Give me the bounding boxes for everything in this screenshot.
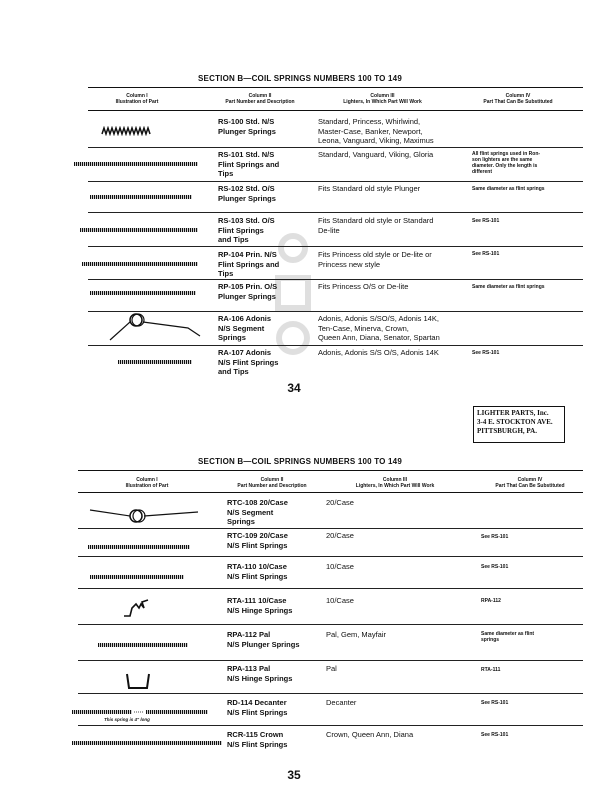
column-header-title: Column I xyxy=(136,477,158,483)
lighters-text: Fits Princess O/S or De-lite xyxy=(318,282,409,291)
row-divider xyxy=(88,212,583,213)
column-header-subtitle: Part That Can Be Substituted xyxy=(495,483,565,489)
column-header-1 xyxy=(92,477,202,489)
part-number: RTA-111 10/Case N/S Hinge Springs xyxy=(227,596,293,615)
row-divider xyxy=(88,246,583,247)
substitute-text: See RS-101 xyxy=(481,700,509,706)
lighters-text: 10/Case xyxy=(326,562,354,571)
flint-spring-icon xyxy=(118,359,192,365)
lighters-text: 10/Case xyxy=(326,596,354,605)
substitute-text: RPA-112 xyxy=(481,598,501,604)
row-divider xyxy=(88,279,583,280)
part-number: RPA-113 Pal N/S Hinge Springs xyxy=(227,664,293,683)
part-number: RA-107 Adonis N/S Flint Springs and Tips xyxy=(218,348,279,376)
substitute-text: All flint springs used in Ron- son lighters are the same diameter. Only the length is different xyxy=(472,151,541,175)
plunger-spring-icon xyxy=(100,126,152,136)
column-header-title: Column II xyxy=(248,93,272,99)
lighters-text: Standard, Princess, Whirlwind, Master-Case, Banker, Newport, Leona, Vanguard, Viking, Maximus xyxy=(318,117,434,145)
column-header-title: Column IV xyxy=(517,477,543,483)
row-divider xyxy=(78,725,583,726)
lighters-text: Adonis, Adonis S/S O/S, Adonis 14K xyxy=(318,348,439,357)
lighters-text: Standard, Vanguard, Viking, Gloria xyxy=(318,150,434,159)
plunger-spring-icon xyxy=(90,194,192,200)
spring-note: This spring is 4" long xyxy=(104,717,150,722)
substitute-text: Same diameter as flint springs xyxy=(472,284,545,290)
stamp-line: 3-4 E. STOCKTON AVE. xyxy=(477,418,553,426)
part-number: RTA-110 10/Case N/S Flint Springs xyxy=(227,562,288,581)
flint-spring-icon xyxy=(90,574,184,580)
lighters-text: Decanter xyxy=(326,698,357,707)
lighters-text: Crown, Queen Ann, Diana xyxy=(326,730,414,739)
segment-spring-icon xyxy=(108,312,204,342)
flint-spring-icon xyxy=(72,709,208,715)
column-header-4 xyxy=(475,477,585,489)
flint-spring-icon xyxy=(72,740,222,746)
part-number: RS-101 Std. N/S Flint Springs and Tips xyxy=(218,150,280,178)
substitute-text: RTA-111 xyxy=(481,667,501,673)
flint-spring-icon xyxy=(88,544,190,550)
column-header-subtitle: Part That Can Be Substituted xyxy=(483,99,553,105)
substitute-text: See RS-101 xyxy=(472,251,500,257)
column-header-title: Column II xyxy=(260,477,284,483)
flint-spring-icon xyxy=(82,261,198,267)
column-header-2 xyxy=(205,93,315,105)
column-header-subtitle: Part Number and Description xyxy=(237,483,307,489)
header-rule-bottom xyxy=(78,492,583,493)
column-header-subtitle: Part Number and Description xyxy=(225,99,295,105)
plunger-spring-icon xyxy=(90,290,196,296)
part-number: RS-103 Std. O/S Flint Springs and Tips xyxy=(218,216,275,244)
part-number: RP-104 Prin. N/S Flint Springs and Tips xyxy=(218,250,280,278)
column-header-title: Column III xyxy=(382,477,408,483)
flint-spring-icon xyxy=(80,227,198,233)
stamp-line: LIGHTER PARTS, Inc. xyxy=(477,409,549,417)
row-divider xyxy=(78,528,583,529)
row-divider xyxy=(88,345,583,346)
column-header-3 xyxy=(335,477,455,489)
column-header-1 xyxy=(92,93,182,105)
substitute-text: Same diameter as flint springs xyxy=(472,186,545,192)
column-header-subtitle: Illustration of Part xyxy=(115,99,159,105)
part-number: RS-100 Std. N/S Plunger Springs xyxy=(218,117,276,136)
header-rule-bottom xyxy=(88,110,583,111)
lighters-text: Pal, Gem, Mayfair xyxy=(326,630,387,639)
part-number: RPA-112 Pal N/S Plunger Springs xyxy=(227,630,300,649)
part-number: RP-105 Prin. O/S Plunger Springs xyxy=(218,282,278,301)
part-number: RD-114 Decanter N/S Flint Springs xyxy=(227,698,288,717)
part-number: RTC-108 20/Case N/S Segment Springs xyxy=(227,498,288,526)
column-header-title: Column III xyxy=(370,93,395,99)
column-header-2 xyxy=(222,477,322,489)
page-number: 35 xyxy=(287,768,301,782)
lighters-text: Fits Princess old style or De-lite or Princess new style xyxy=(318,250,432,269)
lighters-text: Fits Standard old style or Standard De-lite xyxy=(318,216,434,235)
substitute-text: Same diameter as flint springs xyxy=(481,631,535,643)
substitute-text: See RS-101 xyxy=(481,564,509,570)
column-header-title: Column IV xyxy=(505,93,531,99)
row-divider xyxy=(78,693,583,694)
header-rule-top xyxy=(78,470,583,471)
stamp-line: PITTSBURGH, PA. xyxy=(477,427,537,435)
substitute-text: See RS-101 xyxy=(472,350,500,356)
row-divider xyxy=(88,181,583,182)
lighters-text: Pal xyxy=(326,664,337,673)
segment-spring-icon xyxy=(88,504,204,526)
hinge-spring-icon xyxy=(122,598,152,618)
plunger-spring-icon xyxy=(98,642,188,648)
hinge-spring-icon xyxy=(124,672,152,690)
lighters-text: 20/Case xyxy=(326,498,354,507)
substitute-text: See RS-101 xyxy=(481,534,509,540)
header-rule-top xyxy=(88,87,583,88)
column-header-4 xyxy=(463,93,573,105)
part-number: RCR-115 Crown N/S Flint Springs xyxy=(227,730,288,749)
column-header-subtitle: Illustration of Part xyxy=(125,483,169,489)
column-header-subtitle: Lighters, In Which Part Will Work xyxy=(355,483,435,489)
part-number: RS-102 Std. O/S Plunger Springs xyxy=(218,184,276,203)
row-divider xyxy=(78,556,583,557)
column-header-3 xyxy=(325,93,440,105)
column-header-title: Column I xyxy=(126,93,148,99)
lighters-text: Adonis, Adonis S/SO/S, Adonis 14K, Ten-Case, Minerva, Crown, Queen Ann, Diana, Senator, Spartan xyxy=(318,314,440,342)
section-title: SECTION B—COIL SPRINGS NUMBERS 100 TO 149 xyxy=(198,457,402,466)
page-35 xyxy=(0,398,600,795)
lighters-text: Fits Standard old style Plunger xyxy=(318,184,421,193)
substitute-text: See RS-101 xyxy=(472,218,500,224)
lighters-text: 20/Case xyxy=(326,531,354,540)
row-divider xyxy=(78,588,583,589)
section-title: SECTION B—COIL SPRINGS NUMBERS 100 TO 149 xyxy=(198,74,402,83)
substitute-text: See RS-101 xyxy=(481,732,509,738)
part-number: RA-106 Adonis N/S Segment Springs xyxy=(218,314,272,342)
part-number: RTC-109 20/Case N/S Flint Springs xyxy=(227,531,288,550)
row-divider xyxy=(88,147,583,148)
row-divider xyxy=(78,660,583,661)
page-number: 34 xyxy=(287,381,301,395)
column-header-subtitle: Lighters, In Which Part Will Work xyxy=(343,99,422,105)
row-divider xyxy=(78,624,583,625)
flint-spring-icon xyxy=(74,161,198,167)
